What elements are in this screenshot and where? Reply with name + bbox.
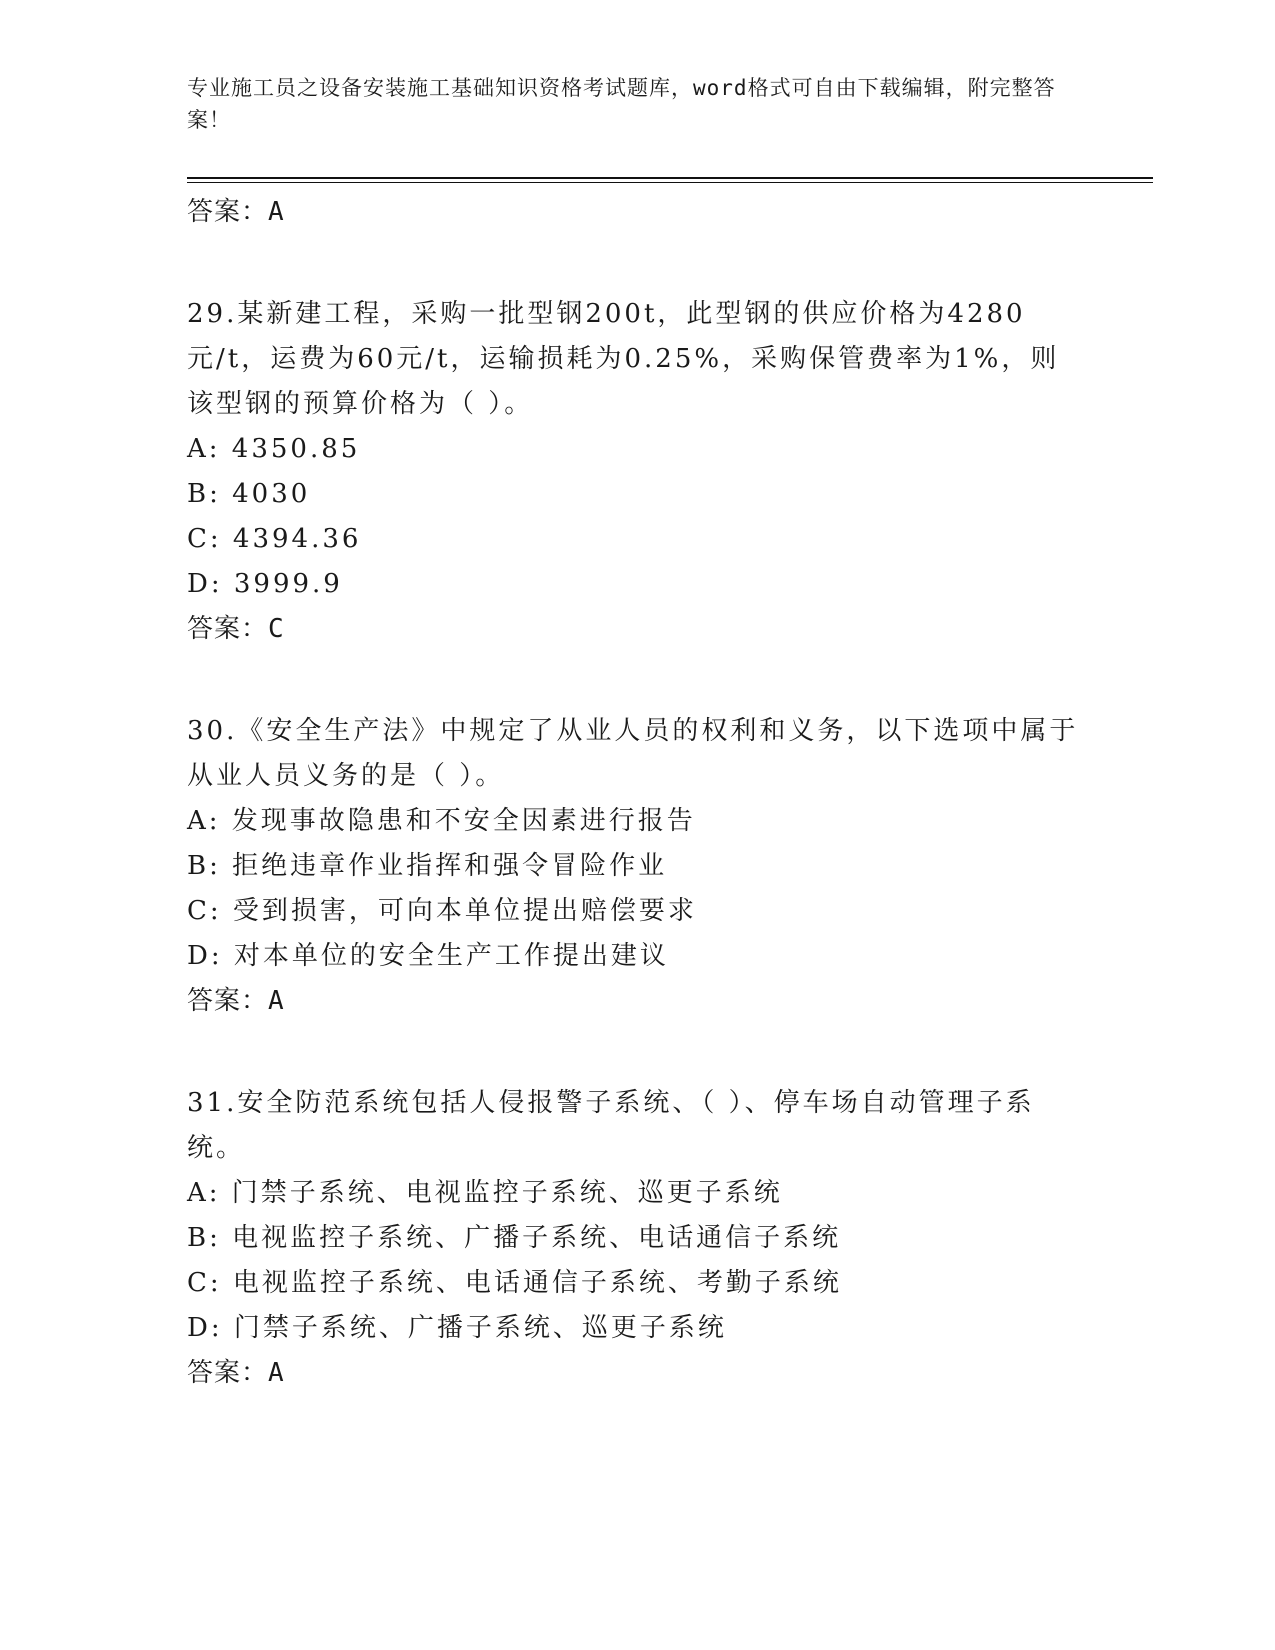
question-stem: 30.《安全生产法》中规定了从业人员的权利和义务，以下选项中属于从业人员义务的是（ ）。 [187,716,1079,791]
question-30 [187,709,1087,1023]
option-a: A: 4350.85 [187,434,361,464]
option-d: D: 3999.9 [187,569,343,599]
option-c: C: 受到损害，可向本单位提出赔偿要求 [187,896,697,926]
option-b: B: 4030 [187,479,311,509]
answer-line: 答案：A [187,986,285,1016]
question-list [187,190,1087,1395]
question-31 [187,1081,1087,1395]
option-b: B: 拒绝违章作业指挥和强令冒险作业 [187,851,668,881]
header-divider-thin [187,182,1153,183]
page-header: 专业施工员之设备安装施工基础知识资格考试题库，word格式可自由下载编辑，附完整答案！ [187,76,1056,132]
question-stem: 29.某新建工程，采购一批型钢200t，此型钢的供应价格为4280元/t，运费为60元/t，运输损耗为0.25%，采购保管费率为1%，则该型钢的预算价格为（ ）。 [187,299,1060,419]
answer-line: 答案：C [187,614,285,644]
answer-line: 答案：A [187,1358,285,1388]
option-b: B: 电视监控子系统、广播子系统、电话通信子系统 [187,1223,842,1253]
option-d: D: 对本单位的安全生产工作提出建议 [187,941,669,971]
option-c: C: 电视监控子系统、电话通信子系统、考勤子系统 [187,1268,842,1298]
option-a: A: 发现事故隐患和不安全因素进行报告 [187,806,696,836]
question-stem: 31.安全防范系统包括人侵报警子系统、（ ）、停车场自动管理子系统。 [187,1088,1035,1163]
answer-line: 答案：A [187,197,285,227]
option-d: D: 门禁子系统、广播子系统、巡更子系统 [187,1313,727,1343]
option-c: C: 4394.36 [187,524,362,554]
option-a: A: 门禁子系统、电视监控子系统、巡更子系统 [187,1178,783,1208]
header-divider [187,177,1153,179]
question-29 [187,292,1087,651]
